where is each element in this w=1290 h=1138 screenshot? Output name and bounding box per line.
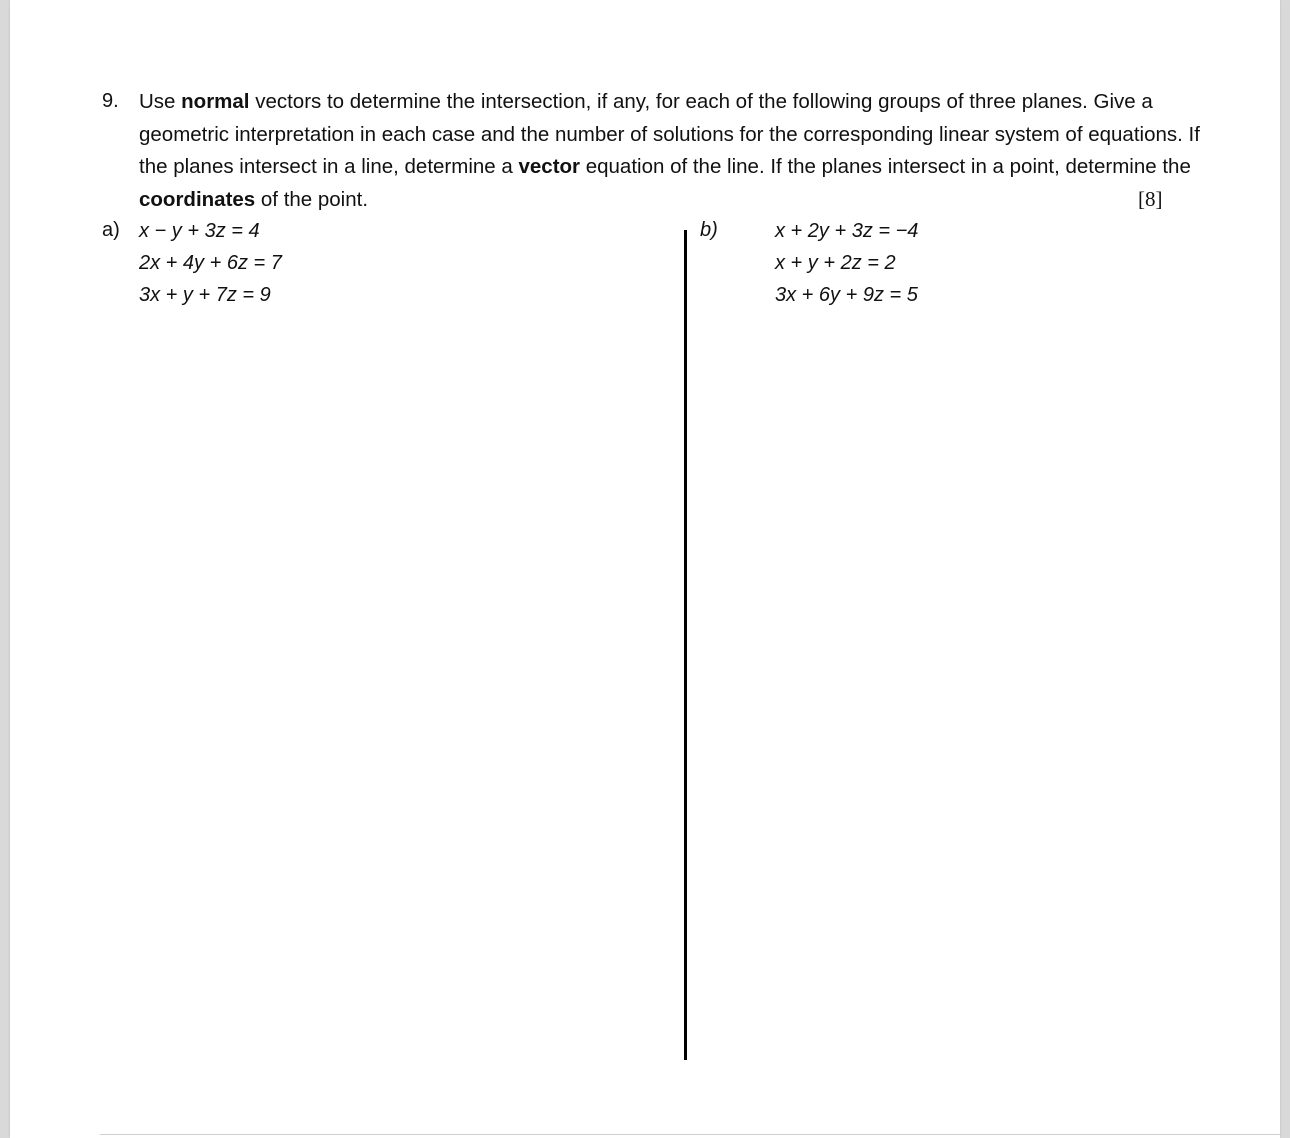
part-a-label: a) [102, 219, 120, 241]
question-text-segment: equation of the line. If the planes intersect in a point, determine the [580, 155, 1191, 178]
part-a-equation-2: 2x + 4y + 6z = 7 [139, 252, 282, 274]
question-text-bold-vector: vector [518, 155, 581, 178]
part-b-equations [775, 215, 918, 311]
marks-value: [8] [1138, 187, 1163, 211]
part-b-label: b) [700, 219, 718, 241]
question-text-segment: vectors to determine the intersection, if any, for each of the following groups of three planes. Give a geometric interpretation in each case and the number of solutions for the corresponding linear system of equations. If the planes intersect in a line, determine a [139, 90, 1200, 178]
part-a-equation-1: x − y + 3z = 4 [139, 220, 260, 242]
part-a-equation-3: 3x + y + 7z = 9 [139, 284, 271, 306]
part-b-equation-1: x + 2y + 3z = −4 [775, 220, 919, 242]
question-number: 9. [102, 90, 119, 112]
part-b-equation-2: x + y + 2z = 2 [775, 252, 896, 274]
question-text-segment: of the point. [255, 187, 369, 211]
document-page [10, 0, 1280, 1138]
question-text-bold-coordinates: coordinates [139, 187, 256, 211]
question-text [139, 86, 1209, 216]
column-divider [684, 230, 687, 1060]
question-text-bold-normal: normal [181, 90, 250, 113]
footer-rule [100, 1134, 1280, 1135]
question-text-segment: Use [139, 90, 182, 113]
part-a-equations [139, 215, 282, 311]
part-b-equation-3: 3x + 6y + 9z = 5 [775, 284, 918, 306]
